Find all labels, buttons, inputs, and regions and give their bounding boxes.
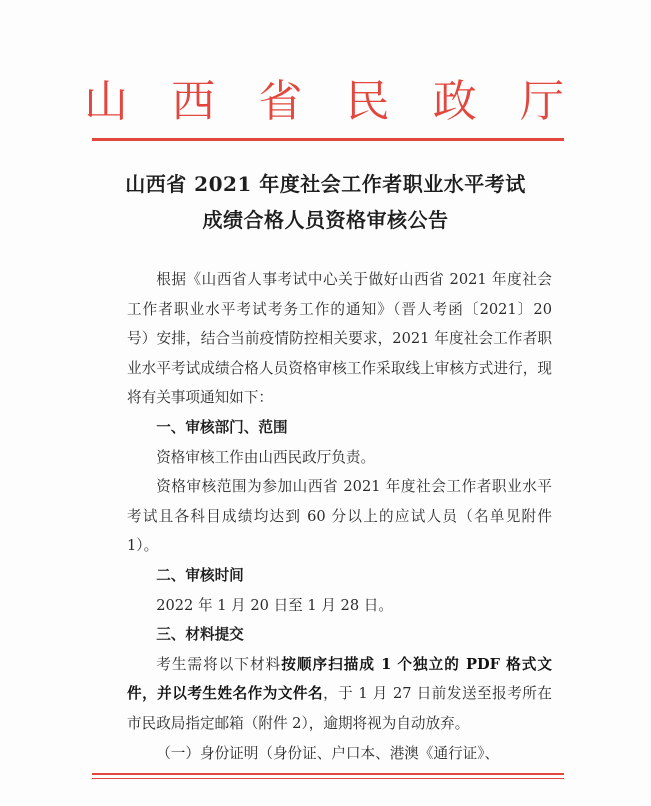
masthead-char: 省 <box>258 76 303 127</box>
paragraph: 资格审核工作由山西民政厅负责。 <box>156 448 376 466</box>
paragraph <box>127 650 552 739</box>
announcement-title-line1: 山西省 2021 年度社会工作者职业水平考试 <box>125 172 526 196</box>
section-heading: 一、审核部门、范围 <box>156 418 288 436</box>
announcement-body <box>127 265 552 768</box>
announcement-title-line2: 成绩合格人员资格审核公告 <box>202 208 449 232</box>
masthead-char: 民 <box>345 76 390 127</box>
footer-divider-thin <box>92 778 564 779</box>
masthead-char: 政 <box>432 76 477 127</box>
section-heading: 三、材料提交 <box>156 626 244 644</box>
paragraph: 2022 年 1 月 20 日至 1 月 28 日。 <box>156 596 393 614</box>
masthead-divider <box>92 138 564 141</box>
masthead-char: 西 <box>171 76 216 127</box>
paragraph: （一）身份证明（身份证、户口本、港澳《通行证》、 <box>156 744 500 762</box>
footer-divider <box>92 773 564 775</box>
emphasis-text: 按顺序扫描成 1 个独立的 PDF 格式文件，并以考生姓名作为文件名 <box>127 655 552 703</box>
masthead-char: 厅 <box>519 76 564 127</box>
text-run: 考生需将以下材料 <box>156 655 282 673</box>
section-heading: 二、审核时间 <box>156 566 244 584</box>
masthead-char: 山 <box>84 76 128 127</box>
intro-paragraph: 根据《山西省人事考试中心关于做好山西省 2021 年度社会工作者职业水平考试考务工作的通知》（晋人考函〔2021〕20 号）安排，结合当前疫情防控相关要求，2021 年度社会工作者职业水平考试成绩合格人员资格审核工作采取线上审核方式进行，现将有关事项通知如下： <box>127 271 552 407</box>
paragraph: 资格审核范围为参加山西省 2021 年度社会工作者职业水平考试且各科目成绩均达到 60 分以上的应试人员（名单见附件 1）。 <box>127 478 552 555</box>
masthead-title <box>84 74 564 130</box>
text-run: ，于 1 月 27 日前发送至报考所在市民政局指定邮箱（附件 2），逾期将视为自动放弃。 <box>127 685 552 732</box>
